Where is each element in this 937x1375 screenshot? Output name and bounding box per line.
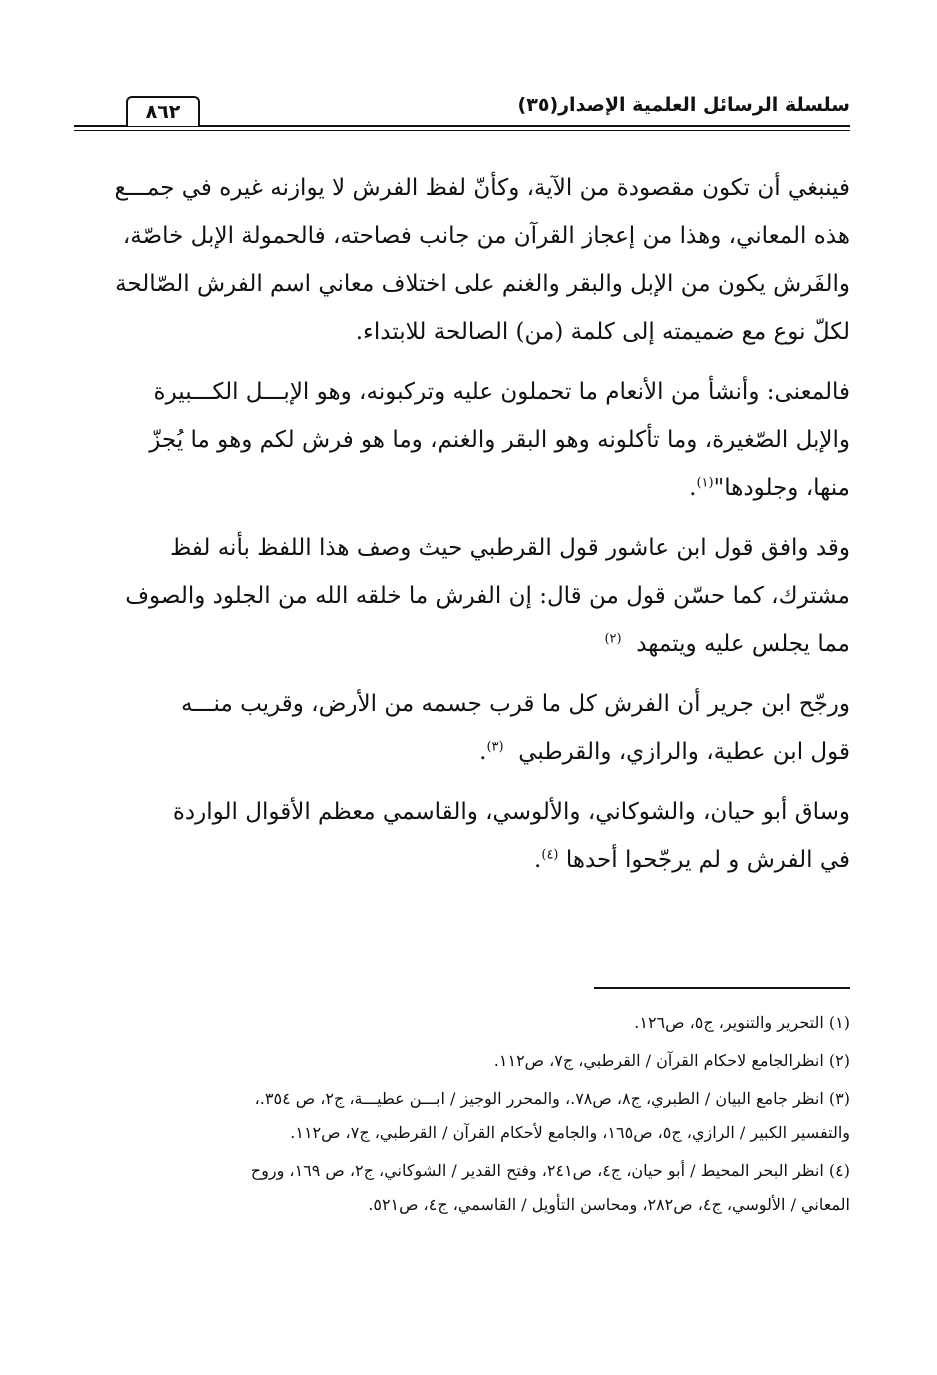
footnote-item: [74, 1154, 850, 1222]
footnote-line: المعاني / الألوسي، ج٤، ص٢٨٢، ومحاسن التأويل / القاسمي، ج٤، ص٥٢١.: [368, 1195, 850, 1214]
footnote-ref[interactable]: (٤): [541, 847, 559, 863]
text-fragment: منها، وجلودها": [713, 475, 850, 501]
header-rule-thin: [74, 130, 850, 131]
footnote-line: (٣) انظر جامع البيان / الطبري، ج٨، ص٧٨.، والمحرر الوجيز / ابـــن عطيـــة، ج٢، ص ٣٥٤.،: [254, 1089, 850, 1108]
footnote-item: [74, 1006, 850, 1040]
paragraph: [74, 164, 850, 356]
text-fragment: .: [689, 475, 697, 501]
text-fragment: قول ابن عطية، والرازي، والقرطبي: [518, 739, 850, 765]
footnote-ref[interactable]: (٣): [486, 739, 504, 755]
footnote-ref[interactable]: (١): [696, 475, 714, 491]
text-line: وساق أبو حيان، والشوكاني، والألوسي، والقاسمي معظم الأقوال الواردة: [172, 799, 850, 825]
paragraph: [74, 368, 850, 512]
footnotes: [74, 1006, 850, 1226]
text-line: وقد وافق قول ابن عاشور قول القرطبي حيث وصف هذا اللفظ بأنه لفظ: [169, 535, 850, 561]
text-line: فينبغي أن تكون مقصودة من الآية، وكأنّ لفظ الفرش لا يوازنه غيره في جمـــع: [114, 175, 850, 201]
text-fragment: .: [479, 739, 487, 765]
text-line: لكلّ نوع مع ضميمته إلى كلمة (من) الصالحة للابتداء.: [355, 319, 850, 345]
text-line: [74, 464, 850, 512]
paragraph: [74, 788, 850, 884]
text-fragment: .: [534, 847, 542, 873]
page-number: ٨٦٢: [126, 96, 200, 126]
paragraph: [74, 680, 850, 776]
text-line: [74, 620, 850, 668]
text-line: ورجّح ابن جرير أن الفرش كل ما قرب جسمه من الأرض، وقريب منـــه: [180, 691, 850, 717]
text-fragment: في الفرش و لم يرجّحوا أحدها: [565, 847, 850, 873]
text-line: [74, 836, 850, 884]
text-line: والفَرش يكون من الإبل والبقر والغنم على اختلاف معاني اسم الفرش الصّالحة: [115, 271, 850, 297]
footnote-line: (٤) انظر البحر المحيط / أبو حيان، ج٤، ص٢٤١، وفتح القدير / الشوكاني، ج٢، ص ١٦٩، وروح: [250, 1161, 850, 1180]
footnote-line: (٢) انظرالجامع لاحكام القرآن / القرطبي، ج٧، ص١١٢.: [493, 1051, 850, 1070]
text-line: هذه المعاني، وهذا من إعجاز القرآن من جانب فصاحته، فالحمولة الإبل خاصّة،: [122, 223, 850, 249]
footnote-line: والتفسير الكبير / الرازي، ج٥، ص١٦٥، والجامع لأحكام القرآن / القرطبي، ج٧، ص١١٢.: [290, 1123, 850, 1142]
footnote-ref[interactable]: (٢): [604, 631, 622, 647]
text-fragment: مما يجلس عليه ويتمهد: [636, 631, 850, 657]
series-title: سلسلة الرسائل العلمية الإصدار(٣٥): [517, 94, 850, 116]
text-line: والإبل الصّغيرة، وما تأكلونه وهو البقر والغنم، وما هو فرش لكم وهو ما يُجزّ: [149, 427, 850, 453]
text-line: [74, 728, 850, 776]
footnote-item: [74, 1044, 850, 1078]
page-header: [74, 88, 850, 134]
footnote-separator: [594, 987, 850, 989]
text-line: مشترك، كما حسّن قول من قال: إن الفرش ما خلقه الله من الجلود والصوف: [125, 583, 850, 609]
footnote-item: [74, 1082, 850, 1150]
paragraph: [74, 524, 850, 668]
text-line: فالمعنى: وأنشأ من الأنعام ما تحملون عليه وتركبونه، وهو الإبـــل الكـــبيرة: [153, 379, 850, 405]
footnote-line: (١) التحرير والتنوير، ج٥، ص١٢٦.: [634, 1013, 850, 1032]
body-text: [74, 164, 850, 896]
